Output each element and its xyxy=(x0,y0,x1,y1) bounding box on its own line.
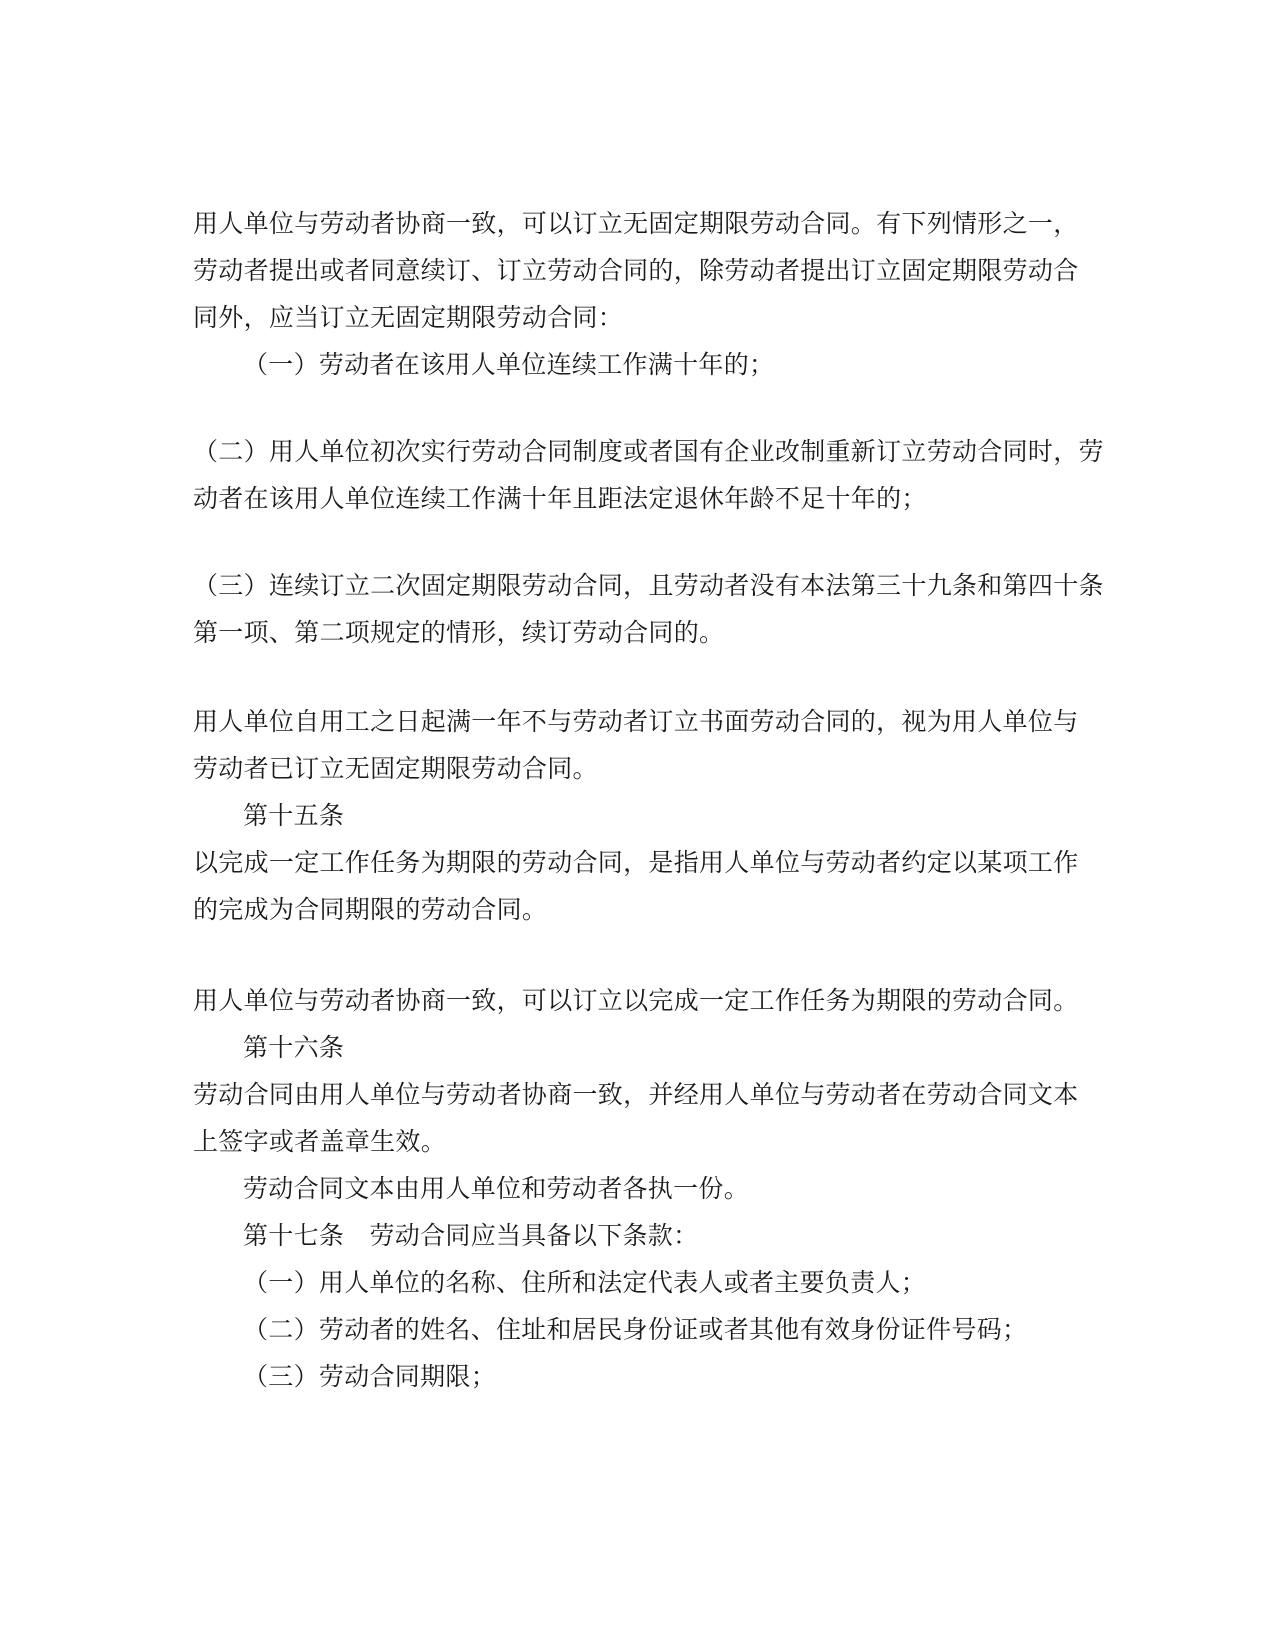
list-item: （三）劳动合同期限； xyxy=(243,1362,497,1391)
paragraph-line: 劳动者已订立无固定期限劳动合同。 xyxy=(193,754,598,783)
paragraph-line: 劳动合同由用人单位与劳动者协商一致，并经用人单位与劳动者在劳动合同文本 xyxy=(193,1080,1079,1109)
paragraph-line: 劳动合同文本由用人单位和劳动者各执一份。 xyxy=(243,1174,750,1203)
paragraph-line: 用人单位与劳动者协商一致，可以订立无固定期限劳动合同。有下列情形之一， xyxy=(193,209,1079,238)
paragraph-line: 劳动者提出或者同意续订、订立劳动合同的，除劳动者提出订立固定期限劳动合 xyxy=(193,256,1079,285)
list-item: （三）连续订立二次固定期限劳动合同，且劳动者没有本法第三十九条和第四十条 xyxy=(193,571,1104,600)
list-item: （二）劳动者的姓名、住址和居民身份证或者其他有效身份证件号码； xyxy=(243,1315,1028,1344)
list-item: （一）劳动者在该用人单位连续工作满十年的； xyxy=(243,350,775,379)
paragraph-line: 以完成一定工作任务为期限的劳动合同，是指用人单位与劳动者约定以某项工作 xyxy=(193,848,1079,877)
paragraph-line: 动者在该用人单位连续工作满十年且距法定退休年龄不足十年的； xyxy=(193,484,927,513)
paragraph-line: 上签字或者盖章生效。 xyxy=(193,1127,447,1156)
list-item: （二）用人单位初次实行劳动合同制度或者国有企业改制重新订立劳动合同时，劳 xyxy=(193,437,1104,466)
article-heading: 第十七条 劳动合同应当具备以下条款： xyxy=(243,1221,699,1250)
paragraph-line: 第一项、第二项规定的情形，续订劳动合同的。 xyxy=(193,618,725,647)
paragraph-line: 同外，应当订立无固定期限劳动合同： xyxy=(193,303,624,332)
paragraph-line: 用人单位自用工之日起满一年不与劳动者订立书面劳动合同的，视为用人单位与 xyxy=(193,707,1079,736)
article-heading: 第十五条 xyxy=(243,801,345,830)
article-heading: 第十六条 xyxy=(243,1033,345,1062)
paragraph-line: 用人单位与劳动者协商一致，可以订立以完成一定工作任务为期限的劳动合同。 xyxy=(193,986,1079,1015)
list-item: （一）用人单位的名称、住所和法定代表人或者主要负责人； xyxy=(243,1268,927,1297)
paragraph-line: 的完成为合同期限的劳动合同。 xyxy=(193,895,548,924)
